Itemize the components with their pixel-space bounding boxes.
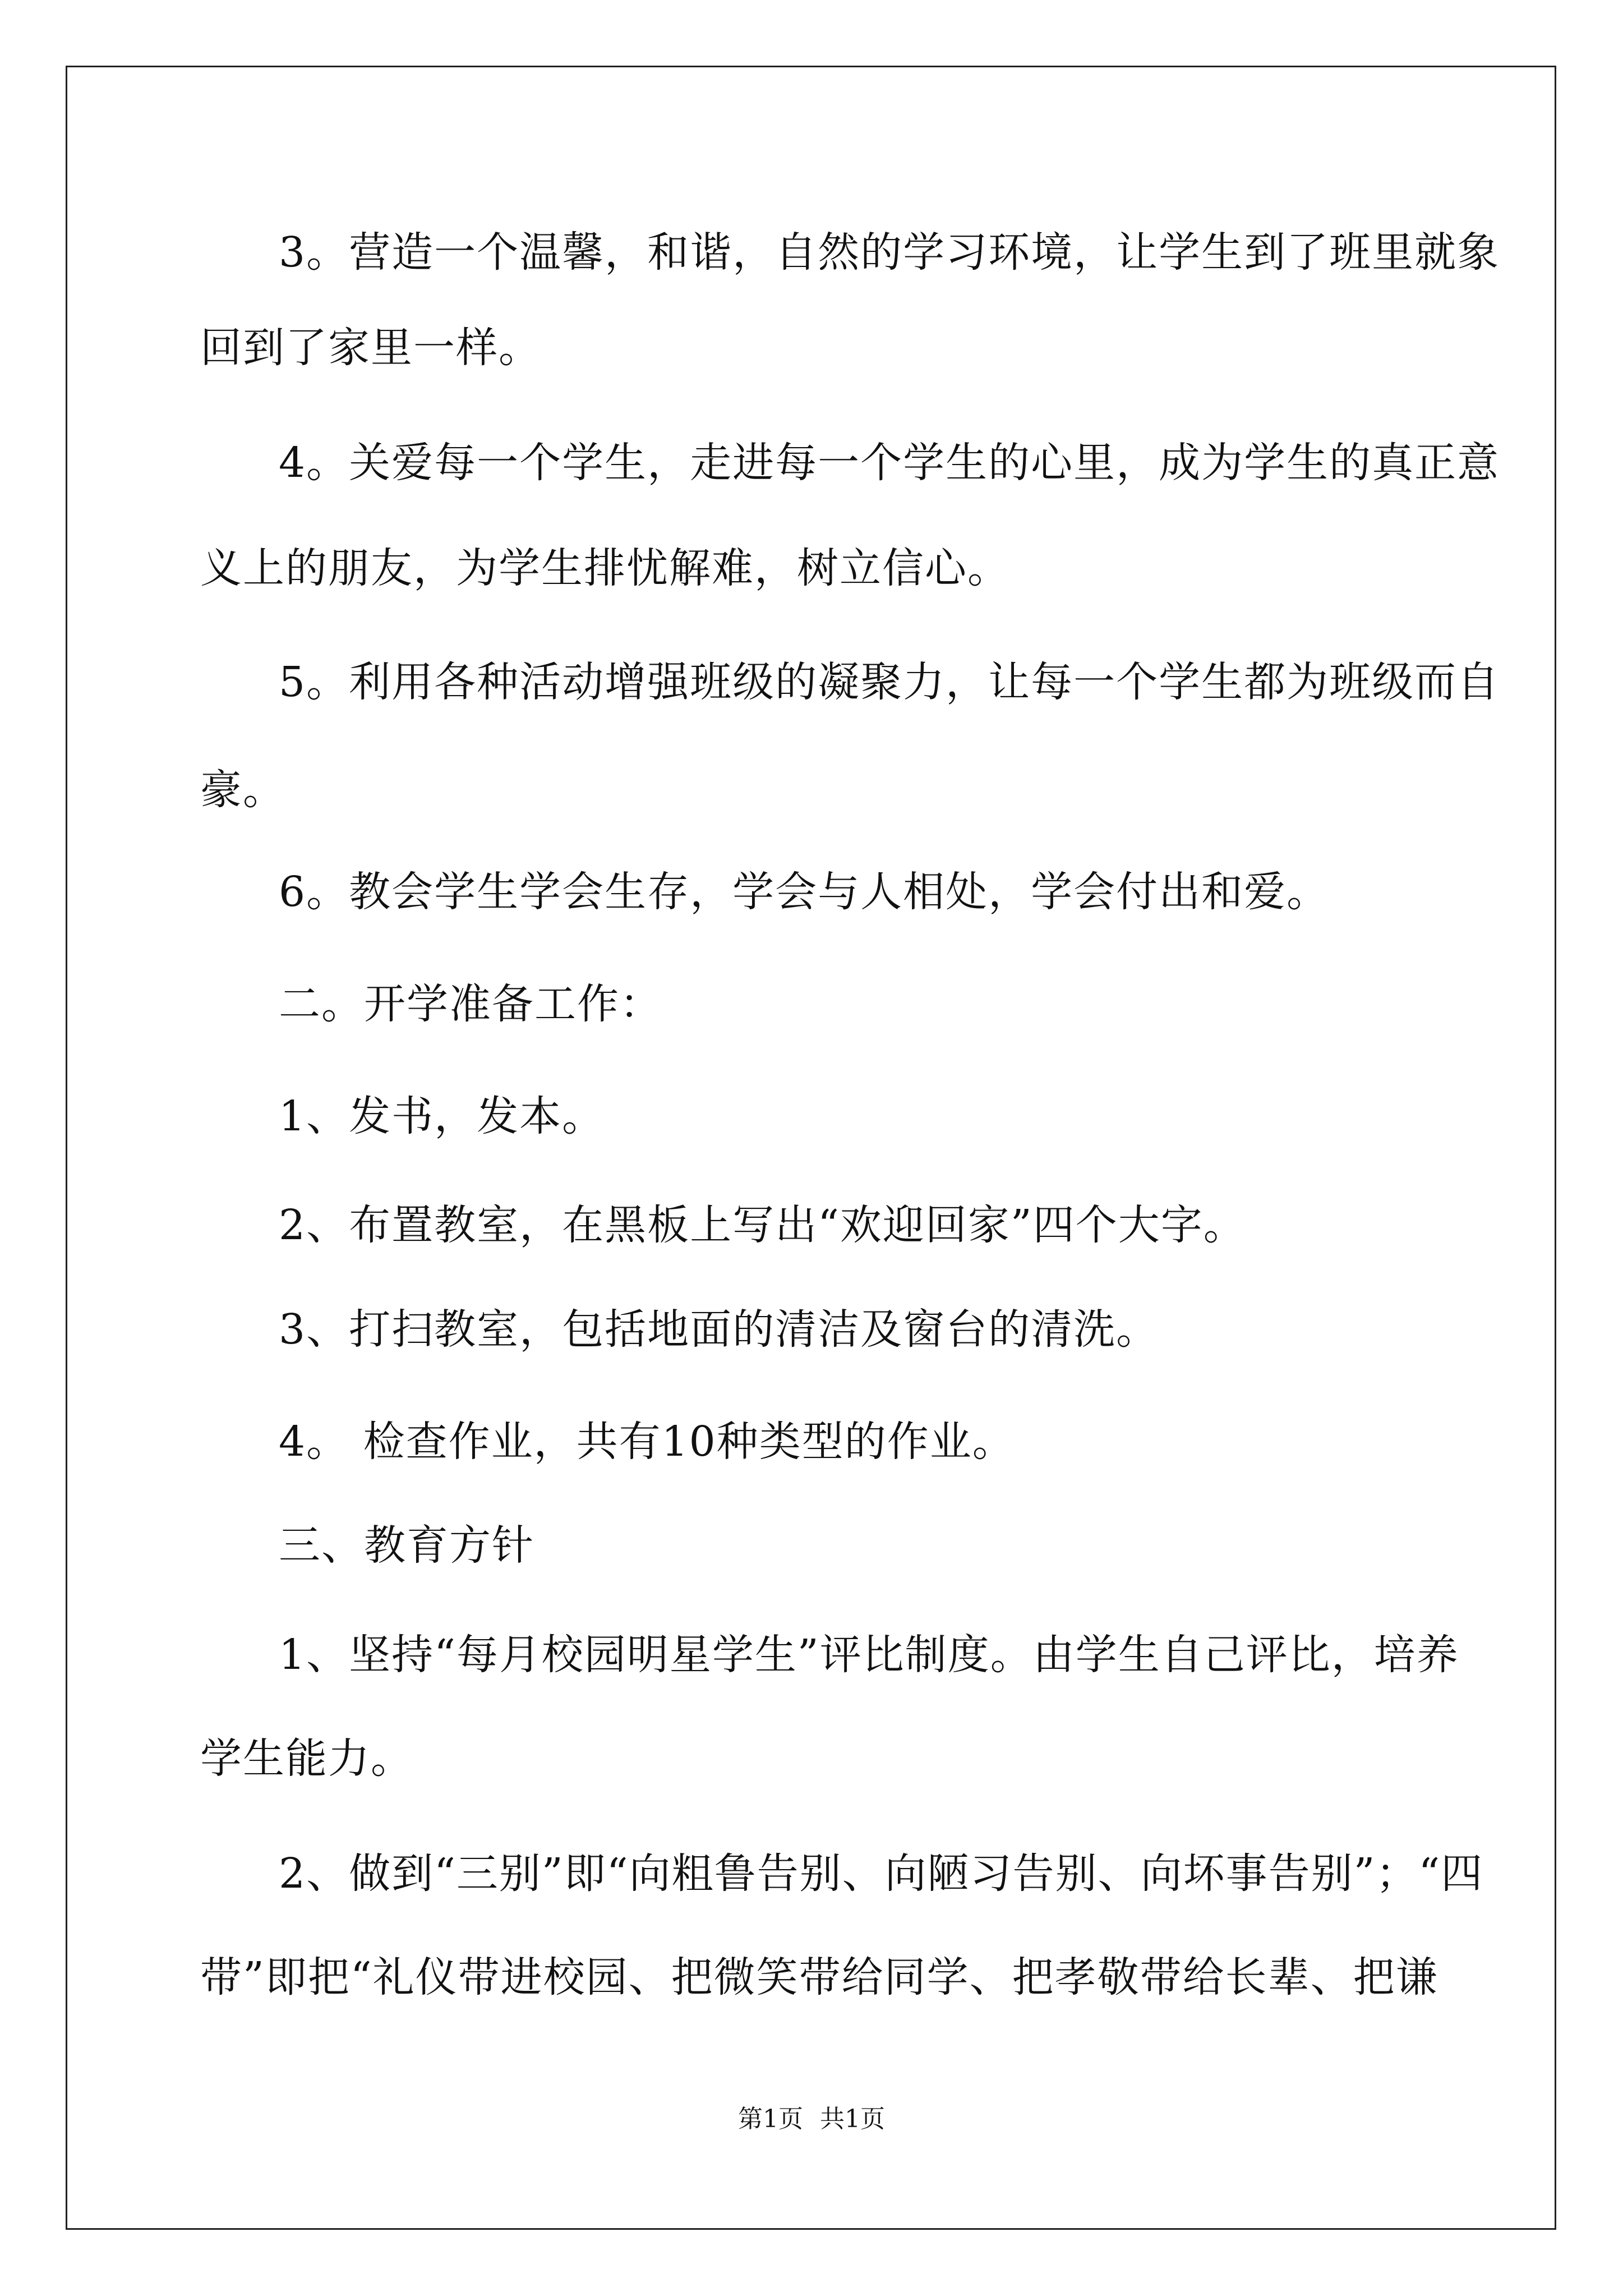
paragraph-3-line-2: 回到了家里一样。 xyxy=(200,324,541,372)
policy-item-2-line-2: 带”即把“礼仪带进校园、把微笑带给同学、把孝敬带给长辈、把谦 xyxy=(200,1953,1438,2001)
policy-item-2-line-1: 2、做到“三别”即“向粗鲁告别、向陋习告别、向坏事告别”；“四 xyxy=(279,1849,1484,1898)
page-footer xyxy=(0,2102,1623,2136)
paragraph-4-line-1: 4。关爱每一个学生，走进每一个学生的心里，成为学生的真正意 xyxy=(279,439,1500,487)
paragraph-3-line-1: 3。营造一个温馨，和谐，自然的学习环境，让学生到了班里就象 xyxy=(279,228,1500,277)
page-border xyxy=(66,66,1556,2230)
total-pages: 共1页 xyxy=(820,2105,885,2133)
page-number: 第1页 xyxy=(738,2105,803,2133)
section-heading-2: 二。开学准备工作： xyxy=(279,980,662,1028)
paragraph-5-line-2: 豪。 xyxy=(200,766,285,814)
prep-item-4: 4。 检查作业，共有10种类型的作业。 xyxy=(279,1418,1015,1466)
paragraph-6: 6。教会学生学会生存，学会与人相处，学会付出和爱。 xyxy=(279,868,1330,916)
policy-item-1-line-2: 学生能力。 xyxy=(200,1734,413,1783)
section-heading-3: 三、教育方针 xyxy=(279,1521,534,1570)
prep-item-1: 1、发书，发本。 xyxy=(279,1092,605,1140)
prep-item-3: 3、打扫教室，包括地面的清洁及窗台的清洗。 xyxy=(279,1305,1159,1354)
paragraph-4-line-2: 义上的朋友，为学生排忧解难，树立信心。 xyxy=(200,544,1010,592)
prep-item-2: 2、布置教室，在黑板上写出“欢迎回家”四个大字。 xyxy=(279,1201,1246,1249)
policy-item-1-line-1: 1、坚持“每月校园明星学生”评比制度。由学生自己评比，培养 xyxy=(279,1631,1459,1679)
paragraph-5-line-1: 5。利用各种活动增强班级的凝聚力，让每一个学生都为班级而自 xyxy=(279,658,1500,706)
